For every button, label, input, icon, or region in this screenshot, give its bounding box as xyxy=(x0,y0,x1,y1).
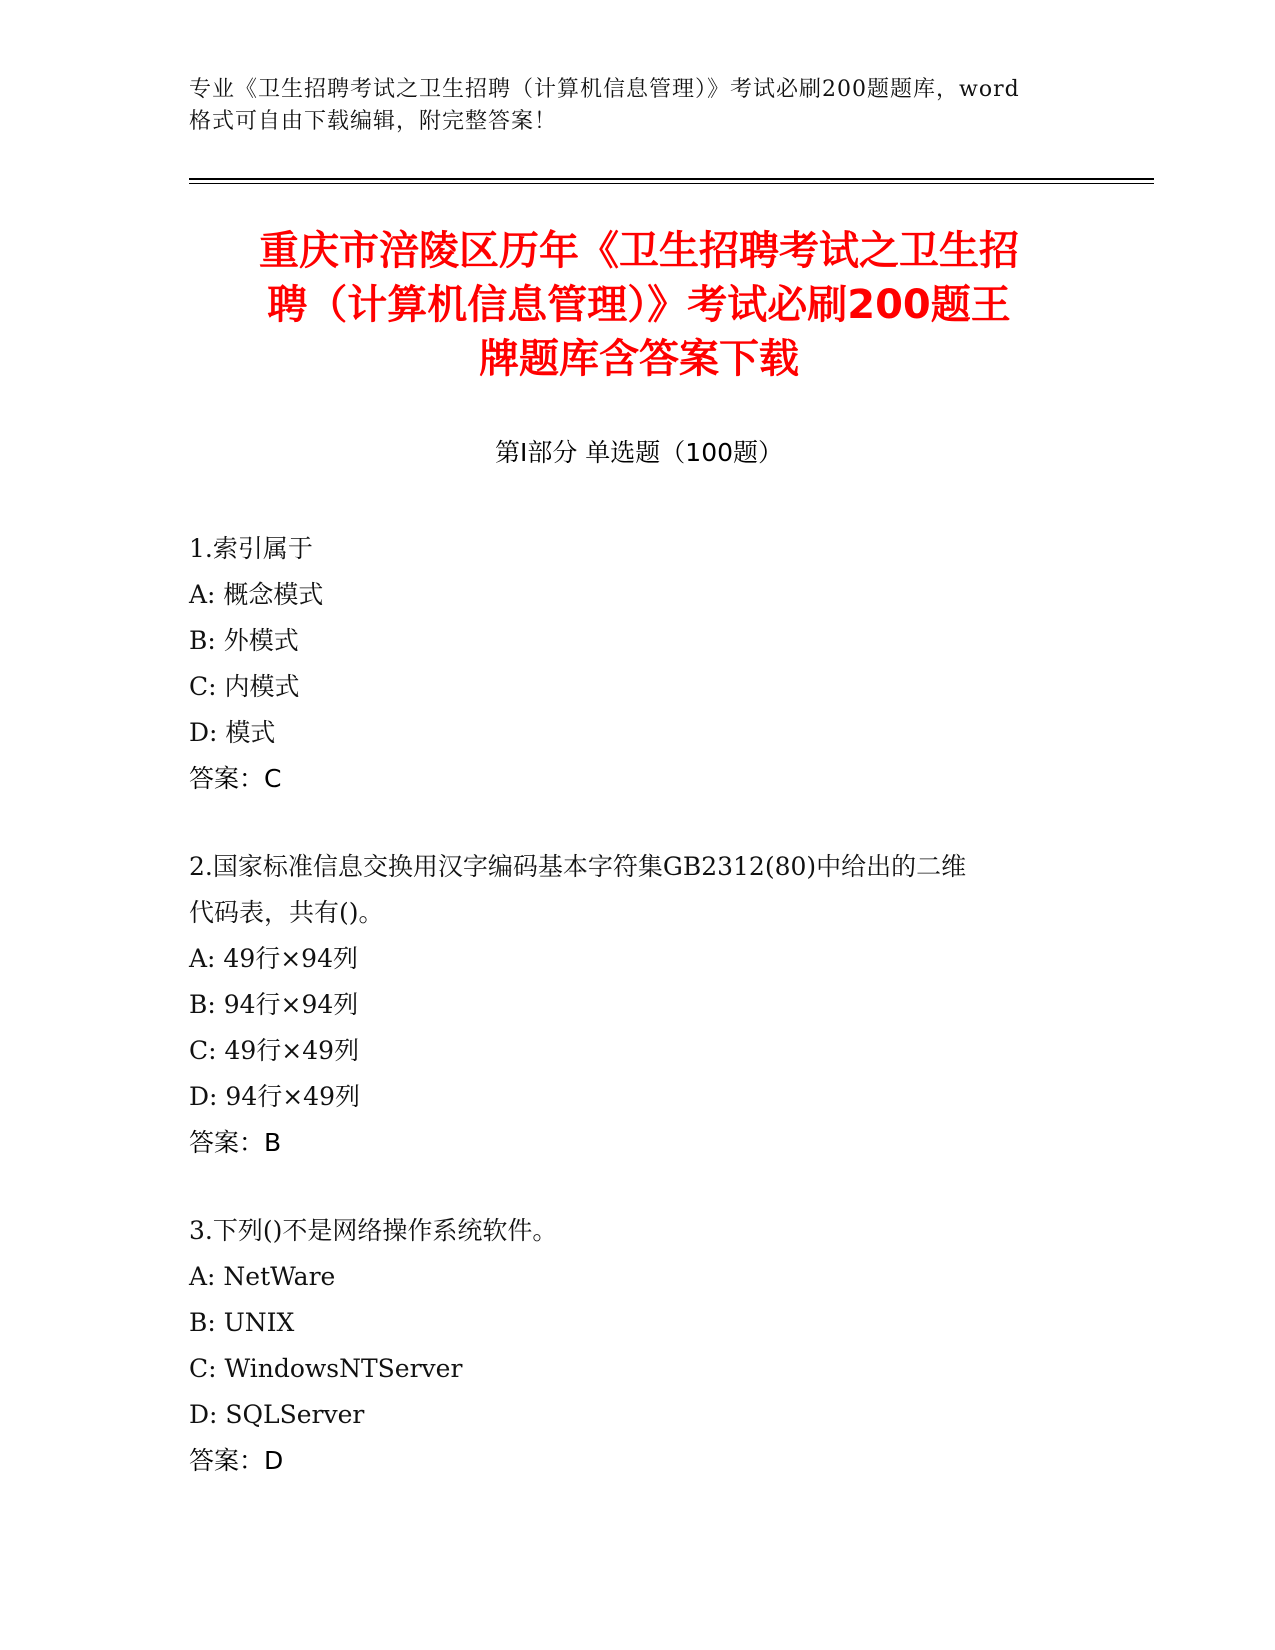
option-a: A: 概念模式 xyxy=(189,580,324,609)
option-c: C: 49行×49列 xyxy=(189,1036,360,1065)
title-line-2: 聘（计算机信息管理）》考试必刷200题王 xyxy=(267,282,1011,328)
option-b: B: 外模式 xyxy=(189,626,299,655)
question-2 xyxy=(189,844,1109,1166)
option-c: C: 内模式 xyxy=(189,672,300,701)
answer: 答案：B xyxy=(189,1128,282,1157)
question-stem-continued: 代码表，共有()。 xyxy=(189,898,384,927)
header-divider-thin xyxy=(189,183,1154,184)
answer: 答案：C xyxy=(189,764,282,793)
document-header xyxy=(189,74,1089,138)
question-1 xyxy=(189,526,1109,802)
question-stem: 1.索引属于 xyxy=(189,534,313,563)
header-line-1: 专业《卫生招聘考试之卫生招聘（计算机信息管理）》考试必刷200题题库，word xyxy=(189,77,1020,102)
document-title xyxy=(189,224,1089,386)
option-a: A: 49行×94列 xyxy=(189,944,358,973)
option-b: B: UNIX xyxy=(189,1308,295,1337)
option-b: B: 94行×94列 xyxy=(189,990,359,1019)
option-d: D: 模式 xyxy=(189,718,276,747)
option-a: A: NetWare xyxy=(189,1262,336,1291)
option-d: D: SQLServer xyxy=(189,1400,365,1429)
question-stem: 3.下列()不是网络操作系统软件。 xyxy=(189,1216,558,1245)
question-stem: 2.国家标准信息交换用汉字编码基本字符集GB2312(80)中给出的二维 xyxy=(189,852,967,881)
section-title: 第Ⅰ部分 单选题（100题） xyxy=(494,438,784,467)
option-c: C: WindowsNTServer xyxy=(189,1354,463,1383)
title-line-3: 牌题库含答案下载 xyxy=(479,336,799,382)
header-line-2: 格式可自由下载编辑，附完整答案！ xyxy=(189,109,558,134)
option-d: D: 94行×49列 xyxy=(189,1082,360,1111)
answer: 答案：D xyxy=(189,1446,284,1475)
header-divider-thick xyxy=(189,178,1154,180)
question-3 xyxy=(189,1208,1109,1484)
question-list xyxy=(189,526,1109,1526)
title-line-1: 重庆市涪陵区历年《卫生招聘考试之卫生招 xyxy=(259,228,1019,274)
